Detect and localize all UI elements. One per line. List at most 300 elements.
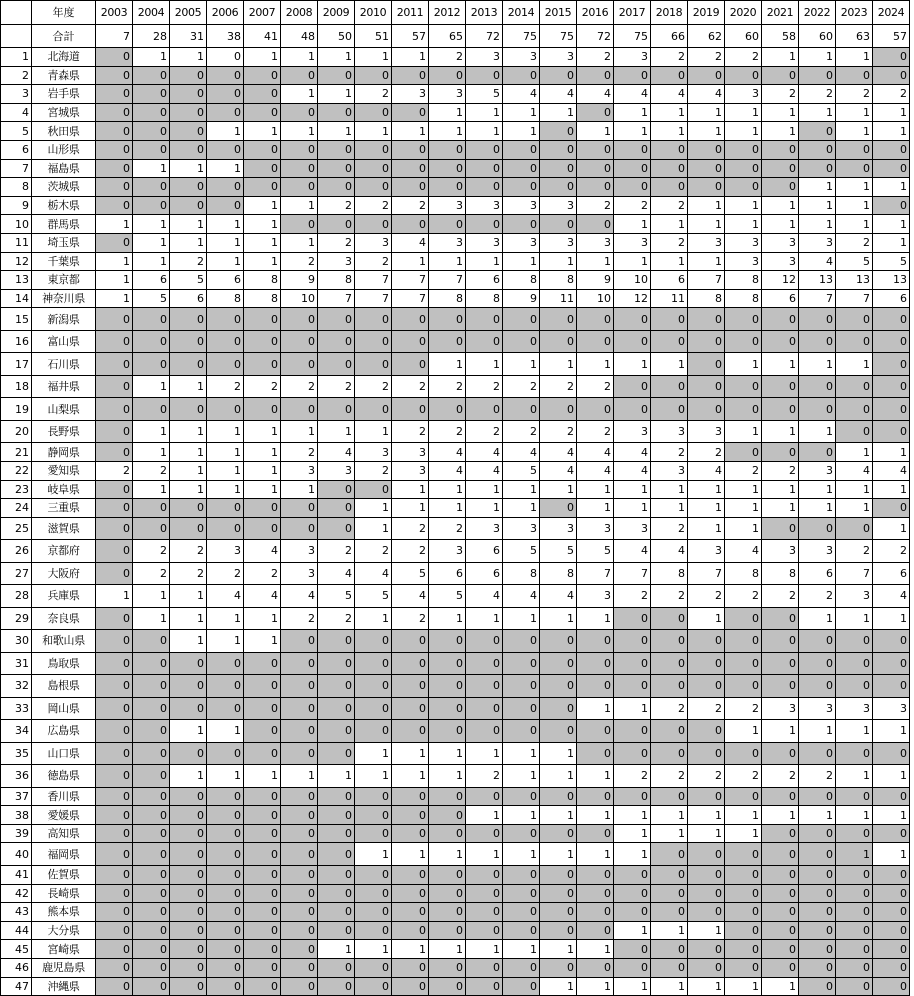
value-cell: 4: [614, 540, 651, 563]
value-cell: 1: [503, 765, 540, 788]
value-cell: 0: [392, 824, 429, 843]
year-header-cell: 2023: [836, 1, 873, 25]
value-cell: 1: [836, 443, 873, 462]
value-cell: 1: [133, 233, 170, 252]
prefecture-name: 宮城県: [32, 103, 96, 122]
table-row: [1, 562, 910, 585]
prefecture-name: 福岡県: [32, 843, 96, 866]
value-cell: 0: [725, 884, 762, 903]
value-cell: 0: [281, 652, 318, 675]
value-cell: 0: [762, 178, 799, 197]
prefecture-name: 香川県: [32, 787, 96, 806]
value-cell: 0: [429, 884, 466, 903]
value-cell: 0: [799, 159, 836, 178]
table-row: [1, 330, 910, 353]
value-cell: 1: [614, 103, 651, 122]
value-cell: 0: [799, 398, 836, 421]
prefecture-name: 佐賀県: [32, 865, 96, 884]
value-cell: 0: [466, 865, 503, 884]
value-cell: 2: [688, 48, 725, 67]
value-cell: 0: [688, 720, 725, 743]
value-cell: 1: [244, 630, 281, 653]
value-cell: 3: [540, 517, 577, 540]
value-cell: 0: [725, 178, 762, 197]
value-cell: 0: [96, 443, 133, 462]
value-cell: 0: [799, 903, 836, 922]
value-cell: 1: [762, 196, 799, 215]
value-cell: 0: [725, 652, 762, 675]
value-cell: 0: [651, 140, 688, 159]
value-cell: 2: [429, 48, 466, 67]
value-cell: 0: [96, 140, 133, 159]
value-cell: 1: [355, 765, 392, 788]
year-header-cell: 2003: [96, 1, 133, 25]
value-cell: 4: [466, 585, 503, 608]
row-number: 7: [1, 159, 32, 178]
value-cell: 1: [170, 443, 207, 462]
value-cell: 0: [96, 806, 133, 825]
row-number: 24: [1, 499, 32, 518]
value-cell: 0: [429, 652, 466, 675]
value-cell: 1: [799, 196, 836, 215]
value-cell: 0: [244, 697, 281, 720]
value-cell: 0: [96, 398, 133, 421]
value-cell: 1: [873, 215, 910, 234]
row-number: 14: [1, 289, 32, 308]
value-cell: 3: [799, 233, 836, 252]
value-cell: 0: [614, 787, 651, 806]
prefecture-name: 和歌山県: [32, 630, 96, 653]
value-cell: 0: [244, 843, 281, 866]
value-cell: 8: [318, 271, 355, 290]
value-cell: 1: [540, 480, 577, 499]
total-cell: 28: [133, 25, 170, 48]
value-cell: 1: [725, 480, 762, 499]
value-cell: 0: [688, 353, 725, 376]
value-cell: 0: [318, 66, 355, 85]
value-cell: 0: [170, 940, 207, 959]
value-cell: 0: [540, 159, 577, 178]
row-number: 40: [1, 843, 32, 866]
table-row: [1, 461, 910, 480]
value-cell: 1: [540, 252, 577, 271]
table-row: [1, 652, 910, 675]
value-cell: 1: [244, 48, 281, 67]
row-number: 32: [1, 675, 32, 698]
value-cell: 0: [207, 903, 244, 922]
value-cell: 0: [207, 103, 244, 122]
value-cell: 0: [355, 652, 392, 675]
value-cell: 3: [577, 233, 614, 252]
value-cell: 0: [207, 742, 244, 765]
value-cell: 2: [614, 585, 651, 608]
value-cell: 0: [207, 517, 244, 540]
value-cell: 0: [614, 607, 651, 630]
value-cell: 6: [762, 289, 799, 308]
prefecture-name: 北海道: [32, 48, 96, 67]
prefecture-name: 広島県: [32, 720, 96, 743]
value-cell: 1: [355, 843, 392, 866]
value-cell: 0: [170, 499, 207, 518]
value-cell: 0: [503, 903, 540, 922]
value-cell: 1: [577, 252, 614, 271]
value-cell: 0: [577, 865, 614, 884]
value-cell: 0: [133, 103, 170, 122]
value-cell: 0: [170, 843, 207, 866]
table-row: [1, 271, 910, 290]
value-cell: 0: [281, 903, 318, 922]
value-cell: 0: [725, 330, 762, 353]
value-cell: 2: [651, 48, 688, 67]
value-cell: 3: [540, 196, 577, 215]
value-cell: 2: [281, 375, 318, 398]
value-cell: 0: [133, 806, 170, 825]
value-cell: 2: [577, 375, 614, 398]
value-cell: 2: [170, 540, 207, 563]
value-cell: 0: [836, 652, 873, 675]
table-row: [1, 697, 910, 720]
value-cell: 1: [466, 480, 503, 499]
value-cell: 3: [281, 461, 318, 480]
value-cell: 1: [133, 607, 170, 630]
value-cell: 0: [392, 630, 429, 653]
value-cell: 0: [318, 480, 355, 499]
value-cell: 0: [281, 697, 318, 720]
value-cell: 0: [244, 824, 281, 843]
value-cell: 0: [207, 353, 244, 376]
value-cell: 0: [133, 720, 170, 743]
value-cell: 1: [133, 159, 170, 178]
value-cell: 2: [466, 420, 503, 443]
value-cell: 1: [873, 517, 910, 540]
corner-cell: [1, 1, 32, 25]
value-cell: 1: [133, 215, 170, 234]
value-cell: 0: [96, 499, 133, 518]
value-cell: 0: [392, 159, 429, 178]
value-cell: 0: [836, 159, 873, 178]
value-cell: 1: [836, 103, 873, 122]
value-cell: 1: [540, 940, 577, 959]
prefecture-name: 大分県: [32, 921, 96, 940]
value-cell: 2: [281, 252, 318, 271]
value-cell: 6: [133, 271, 170, 290]
value-cell: 1: [318, 940, 355, 959]
value-cell: 1: [614, 806, 651, 825]
value-cell: 1: [355, 940, 392, 959]
value-cell: 1: [614, 921, 651, 940]
prefecture-name: 山口県: [32, 742, 96, 765]
row-number: 18: [1, 375, 32, 398]
value-cell: 0: [133, 697, 170, 720]
year-header-cell: 2016: [577, 1, 614, 25]
value-cell: 4: [540, 585, 577, 608]
value-cell: 0: [540, 787, 577, 806]
value-cell: 1: [873, 178, 910, 197]
value-cell: 0: [96, 308, 133, 331]
value-cell: 0: [207, 66, 244, 85]
value-cell: 1: [577, 353, 614, 376]
value-cell: 2: [281, 607, 318, 630]
value-cell: 0: [355, 903, 392, 922]
value-cell: 0: [392, 903, 429, 922]
value-cell: 3: [873, 697, 910, 720]
table-row: [1, 66, 910, 85]
value-cell: 3: [429, 196, 466, 215]
value-cell: 2: [355, 196, 392, 215]
value-cell: 0: [540, 652, 577, 675]
value-cell: 2: [651, 585, 688, 608]
value-cell: 0: [96, 884, 133, 903]
value-cell: 0: [318, 806, 355, 825]
value-cell: 0: [170, 517, 207, 540]
value-cell: 0: [799, 977, 836, 996]
value-cell: 0: [762, 843, 799, 866]
row-number: 36: [1, 765, 32, 788]
value-cell: 0: [651, 159, 688, 178]
value-cell: 1: [96, 289, 133, 308]
value-cell: 1: [799, 480, 836, 499]
table-row: [1, 398, 910, 421]
value-cell: 1: [466, 742, 503, 765]
table-row: [1, 308, 910, 331]
value-cell: 0: [762, 375, 799, 398]
value-cell: 0: [503, 330, 540, 353]
value-cell: 0: [688, 398, 725, 421]
value-cell: 5: [577, 540, 614, 563]
value-cell: 0: [836, 517, 873, 540]
value-cell: 0: [725, 742, 762, 765]
value-cell: 1: [614, 215, 651, 234]
value-cell: 0: [466, 903, 503, 922]
row-number: 22: [1, 461, 32, 480]
value-cell: 1: [503, 252, 540, 271]
value-cell: 1: [466, 252, 503, 271]
value-cell: 1: [207, 630, 244, 653]
value-cell: 1: [503, 607, 540, 630]
year-header-cell: 2020: [725, 1, 762, 25]
row-number: 31: [1, 652, 32, 675]
value-cell: 0: [355, 630, 392, 653]
total-cell: 51: [355, 25, 392, 48]
value-cell: 0: [577, 66, 614, 85]
value-cell: 6: [873, 289, 910, 308]
total-cell: 62: [688, 25, 725, 48]
value-cell: 1: [873, 607, 910, 630]
value-cell: 1: [244, 233, 281, 252]
value-cell: 0: [133, 630, 170, 653]
value-cell: 11: [540, 289, 577, 308]
table-row: [1, 977, 910, 996]
table-header: [1, 1, 910, 48]
value-cell: 0: [503, 958, 540, 977]
value-cell: 0: [503, 398, 540, 421]
value-cell: 0: [762, 607, 799, 630]
table-row: [1, 103, 910, 122]
value-cell: 0: [170, 308, 207, 331]
row-number: 37: [1, 787, 32, 806]
value-cell: 4: [466, 461, 503, 480]
value-cell: 4: [392, 585, 429, 608]
value-cell: 0: [244, 903, 281, 922]
value-cell: 0: [392, 330, 429, 353]
value-cell: 0: [577, 787, 614, 806]
value-cell: 0: [318, 787, 355, 806]
value-cell: 0: [577, 215, 614, 234]
value-cell: 13: [836, 271, 873, 290]
value-cell: 1: [281, 480, 318, 499]
value-cell: 1: [651, 824, 688, 843]
value-cell: 0: [281, 308, 318, 331]
value-cell: 0: [318, 330, 355, 353]
value-cell: 3: [429, 233, 466, 252]
value-cell: 1: [762, 103, 799, 122]
value-cell: 0: [133, 85, 170, 104]
value-cell: 0: [688, 66, 725, 85]
value-cell: 2: [577, 196, 614, 215]
value-cell: 1: [466, 499, 503, 518]
value-cell: 0: [429, 66, 466, 85]
value-cell: 0: [429, 159, 466, 178]
value-cell: 0: [170, 787, 207, 806]
value-cell: 1: [725, 977, 762, 996]
value-cell: 1: [207, 443, 244, 462]
value-cell: 0: [244, 884, 281, 903]
value-cell: 0: [207, 787, 244, 806]
value-cell: 0: [503, 630, 540, 653]
value-cell: 0: [392, 977, 429, 996]
table-row: [1, 443, 910, 462]
value-cell: 0: [170, 865, 207, 884]
value-cell: 0: [503, 675, 540, 698]
value-cell: 1: [170, 480, 207, 499]
value-cell: 0: [614, 308, 651, 331]
value-cell: 0: [392, 140, 429, 159]
value-cell: 1: [466, 940, 503, 959]
value-cell: 0: [170, 196, 207, 215]
value-cell: 0: [799, 122, 836, 141]
value-cell: 0: [503, 140, 540, 159]
value-cell: 3: [725, 85, 762, 104]
value-cell: 2: [133, 540, 170, 563]
value-cell: 0: [762, 865, 799, 884]
value-cell: 1: [762, 499, 799, 518]
value-cell: 0: [96, 178, 133, 197]
value-cell: 1: [392, 252, 429, 271]
value-cell: 0: [207, 140, 244, 159]
value-cell: 1: [392, 480, 429, 499]
value-cell: 11: [651, 289, 688, 308]
value-cell: 8: [540, 562, 577, 585]
value-cell: 1: [577, 977, 614, 996]
prefecture-name: 静岡県: [32, 443, 96, 462]
value-cell: 0: [799, 140, 836, 159]
value-cell: 0: [96, 85, 133, 104]
prefecture-name: 島根県: [32, 675, 96, 698]
value-cell: 1: [799, 103, 836, 122]
value-cell: 7: [577, 562, 614, 585]
value-cell: 0: [133, 353, 170, 376]
value-cell: 0: [281, 353, 318, 376]
value-cell: 4: [244, 540, 281, 563]
value-cell: 0: [244, 865, 281, 884]
value-cell: 1: [762, 215, 799, 234]
value-cell: 1: [651, 103, 688, 122]
value-cell: 1: [96, 271, 133, 290]
value-cell: 0: [96, 843, 133, 866]
value-cell: 0: [873, 940, 910, 959]
value-cell: 0: [799, 843, 836, 866]
value-cell: 0: [170, 742, 207, 765]
value-cell: 0: [133, 499, 170, 518]
total-cell: 48: [281, 25, 318, 48]
value-cell: 7: [355, 271, 392, 290]
value-cell: 0: [873, 824, 910, 843]
table-row: [1, 420, 910, 443]
value-cell: 0: [651, 330, 688, 353]
table-row: [1, 742, 910, 765]
value-cell: 0: [207, 330, 244, 353]
value-cell: 0: [873, 420, 910, 443]
value-cell: 3: [466, 196, 503, 215]
prefecture-name: 埼玉県: [32, 233, 96, 252]
value-cell: 1: [429, 353, 466, 376]
row-number: 12: [1, 252, 32, 271]
value-cell: 0: [762, 742, 799, 765]
value-cell: 2: [318, 233, 355, 252]
value-cell: 3: [725, 233, 762, 252]
value-cell: 4: [429, 461, 466, 480]
value-cell: 0: [503, 720, 540, 743]
value-cell: 0: [688, 330, 725, 353]
value-cell: 3: [503, 196, 540, 215]
value-cell: 0: [577, 742, 614, 765]
year-header-cell: 2004: [133, 1, 170, 25]
value-cell: 0: [133, 843, 170, 866]
value-cell: 1: [688, 103, 725, 122]
value-cell: 1: [244, 443, 281, 462]
value-cell: 4: [836, 461, 873, 480]
value-cell: 0: [392, 720, 429, 743]
value-cell: 0: [133, 308, 170, 331]
row-number: 11: [1, 233, 32, 252]
value-cell: 0: [873, 66, 910, 85]
value-cell: 0: [281, 499, 318, 518]
value-cell: 1: [133, 48, 170, 67]
value-cell: 0: [133, 787, 170, 806]
value-cell: 1: [725, 499, 762, 518]
value-cell: 4: [318, 562, 355, 585]
value-cell: 1: [207, 252, 244, 271]
value-cell: 0: [762, 159, 799, 178]
value-cell: 0: [281, 675, 318, 698]
value-cell: 5: [429, 585, 466, 608]
value-cell: 0: [244, 787, 281, 806]
value-cell: 0: [318, 742, 355, 765]
value-cell: 8: [540, 271, 577, 290]
value-cell: 1: [540, 806, 577, 825]
value-cell: 0: [392, 865, 429, 884]
value-cell: 2: [392, 420, 429, 443]
value-cell: 0: [318, 697, 355, 720]
value-cell: 4: [725, 540, 762, 563]
value-cell: 0: [96, 353, 133, 376]
value-cell: 3: [503, 233, 540, 252]
value-cell: 0: [318, 843, 355, 866]
row-number: 4: [1, 103, 32, 122]
value-cell: 0: [651, 742, 688, 765]
value-cell: 0: [873, 903, 910, 922]
value-cell: 0: [133, 398, 170, 421]
